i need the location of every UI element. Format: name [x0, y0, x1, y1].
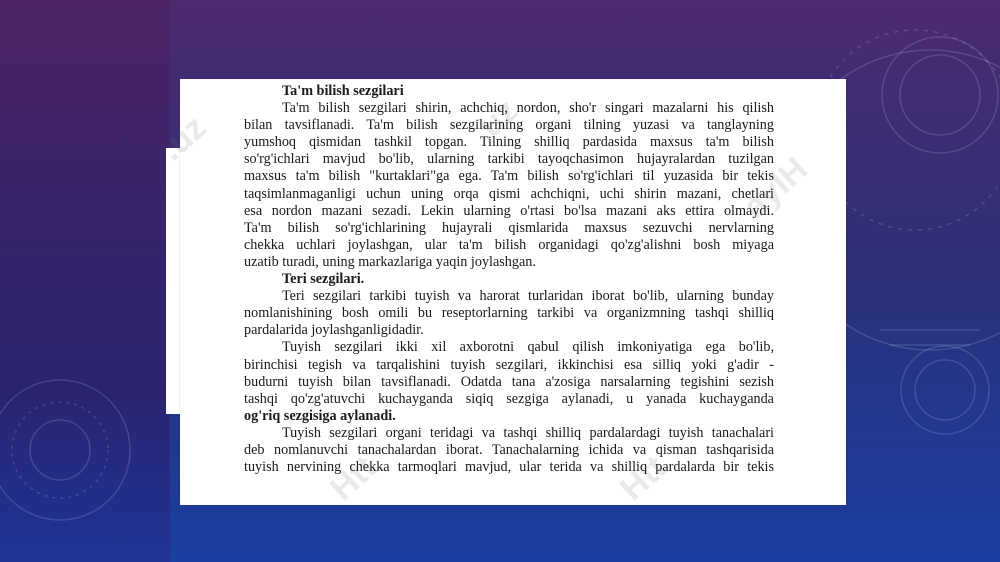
text-line: esa nordon mazani sezadi. Lekin ularning o'rtasi bo'lsa mazani aks ettira olmaydi.	[244, 202, 774, 219]
watermark: .uz	[153, 108, 214, 169]
page-edge	[166, 148, 180, 414]
paragraph-skin-3	[244, 425, 774, 476]
text-line: pardalarida joylashganligidadir.	[244, 322, 424, 339]
text-line: uzatib turadi, uning markazlariga yaqin joylashgan.	[244, 253, 536, 270]
paragraph-skin-1	[244, 288, 774, 339]
text-line: Tuyish sezgilari ikki xil axborotni qabul qilish imkoniyatiga ega bo'lib,	[282, 339, 774, 356]
deco-ring-2	[882, 37, 998, 153]
text-line: nomlanishining bosh omili bu reseptorlarning tarkibi va organizmning tashqi shilliq	[244, 305, 774, 322]
text-line: Ta'm bilish sezgilari shirin, achchiq, nordon, sho'r singari mazalarni his qilish	[282, 100, 774, 117]
watermark: uz	[471, 91, 526, 145]
text-line: bilan tavsiflanadi. Ta'm bilish sezgilarining organi tilning yuzasi va tanglayning	[244, 117, 774, 134]
text-line: Tuyish sezgilari organi teridagi va tashqi shilliq pardalardagi tuyish tanachalari	[282, 424, 774, 441]
text-line: og'riq sezgisiga aylanadi.	[244, 407, 396, 424]
paragraph-taste	[244, 100, 774, 271]
text-line: tashqi qo'zg'atuvchi kuchayganda siqiq sezgiga aylanadi, u yanada kuchayganda	[244, 390, 774, 407]
section-heading-skin: Teri sezgilari.	[282, 271, 365, 288]
deco-ring-6	[901, 346, 989, 434]
text-line: Teri sezgilari tarkibi tuyish va harorat turlaridan iborat bo'lib, ularning bunday	[282, 288, 774, 305]
text-line: taqsimlanmaganligi uchun uning orqa qismi achchiqni, uchi shirin mazani, chetlari	[244, 185, 774, 202]
watermark: ayIH	[736, 149, 815, 227]
paragraph-skin-2	[244, 339, 774, 424]
watermark: Htt	[613, 448, 674, 509]
section-heading-taste: Ta'm bilish sezgilari	[282, 83, 404, 99]
text-line: Ta'm bilish so'rg'ichlarining hujayrali qismlarida maxsus sezuvchi nervlarning	[244, 219, 774, 236]
text-line: maxsus ta'm bilish "kurtaklari"ga ega. Ta'm bilish so'rg'ichlari til yuzasida bir tekis	[244, 168, 774, 185]
text-line: birinchisi tegish va tarqalishini tuyish sezgilari, ikkinchisi esa silliq yoki g'adir -	[244, 356, 774, 373]
left-accent-panel	[0, 0, 170, 562]
deco-ring-5	[915, 360, 975, 420]
watermark: Htt	[323, 448, 384, 509]
text-line: so'rg'ichlari mavjud bo'lib, ularning tarkibi tayoqchasimon hujayralardan tuzilgan	[244, 151, 774, 168]
text-line: yumshoq qismidan tashkil topgan. Tilning shilliq pardasida maxsus ta'm bilish	[244, 134, 774, 151]
text-line: budurni tuyish bilan tavsiflanadi. Odatda tana a'zosiga narsalarning tegishini sezish	[244, 373, 774, 390]
text-line: tuyish nervining chekka tarmoqlari mavjud, ular terida va shilliq pardalarda bir tekis	[244, 459, 774, 476]
document-text	[244, 83, 774, 476]
deco-ring-1	[900, 55, 980, 135]
document-page	[153, 79, 846, 509]
text-line: chekka uchlari joylashgan, ular ta'm bilish organidagi qo'zg'alishni bosh miyaga	[244, 236, 774, 253]
text-line: deb nomlanuvchi tanachalardan iborat. Tanachalarning ichida va qisman tashqarisida	[244, 441, 774, 458]
